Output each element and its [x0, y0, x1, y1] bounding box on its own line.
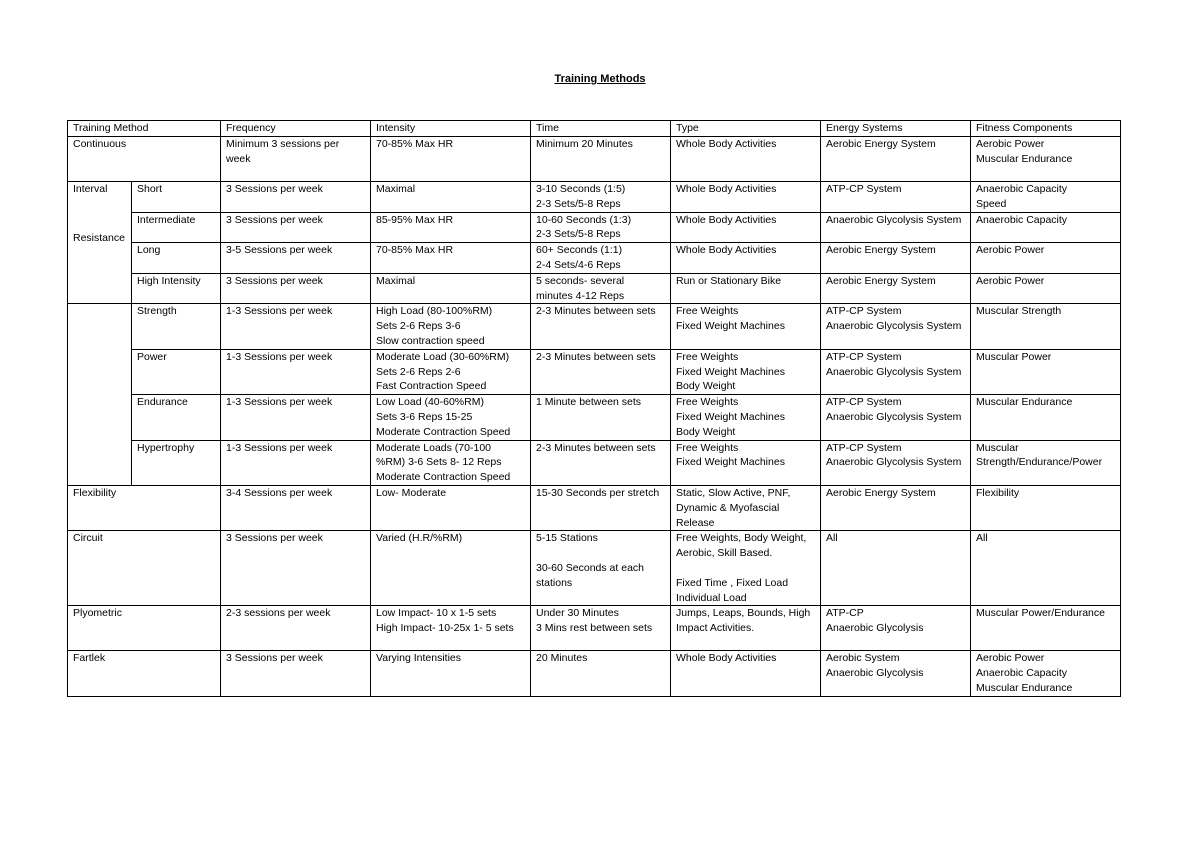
sub-method-cell: Power — [132, 349, 221, 394]
table-row — [68, 212, 1121, 243]
intensity-cell: 85-95% Max HR — [371, 212, 531, 243]
type-cell: Whole Body Activities — [671, 243, 821, 274]
frequency-cell: 1-3 Sessions per week — [221, 395, 371, 440]
time-cell: Minimum 20 Minutes — [531, 137, 671, 182]
frequency-cell: 3 Sessions per week — [221, 273, 371, 304]
energy-cell: ATP-CP System Anaerobic Glycolysis System — [821, 440, 971, 485]
table-row — [68, 243, 1121, 274]
intensity-cell: Low Impact- 10 x 1-5 sets High Impact- 10-25x 1- 5 sets — [371, 606, 531, 651]
fitness-cell: Muscular Power — [971, 349, 1121, 394]
method-cell: Flexibility — [68, 485, 221, 530]
header-row — [68, 121, 1121, 137]
sub-method-cell: Endurance — [132, 395, 221, 440]
type-cell: Whole Body Activities — [671, 651, 821, 696]
frequency-cell: 3 Sessions per week — [221, 182, 371, 213]
time-cell: 5 seconds- several minutes 4-12 Reps — [531, 273, 671, 304]
energy-cell: Aerobic Energy System — [821, 243, 971, 274]
intensity-cell: 70-85% Max HR — [371, 243, 531, 274]
type-cell: Whole Body Activities — [671, 137, 821, 182]
method-cell: Circuit — [68, 531, 221, 606]
fitness-cell: Aerobic Power — [971, 243, 1121, 274]
time-cell: 3-10 Seconds (1:5) 2-3 Sets/5-8 Reps — [531, 182, 671, 213]
type-cell: Free Weights Fixed Weight Machines — [671, 304, 821, 349]
header-energy-systems: Energy Systems — [821, 121, 971, 137]
table-row — [68, 182, 1121, 213]
type-cell: Whole Body Activities — [671, 212, 821, 243]
fitness-cell: Anaerobic Capacity — [971, 212, 1121, 243]
table-row — [68, 606, 1121, 651]
table-row — [68, 273, 1121, 304]
frequency-cell: 1-3 Sessions per week — [221, 349, 371, 394]
time-cell: 5-15 Stations 30-60 Seconds at each stations — [531, 531, 671, 606]
type-cell: Free Weights, Body Weight, Aerobic, Skill Based. Fixed Time , Fixed Load Individual Load — [671, 531, 821, 606]
frequency-cell: 3 Sessions per week — [221, 651, 371, 696]
time-cell: 2-3 Minutes between sets — [531, 440, 671, 485]
energy-cell: All — [821, 531, 971, 606]
time-cell: 15-30 Seconds per stretch — [531, 485, 671, 530]
table-row — [68, 304, 1121, 349]
intensity-cell: Low Load (40-60%RM) Sets 3-6 Reps 15-25 Moderate Contraction Speed — [371, 395, 531, 440]
time-cell: 60+ Seconds (1:1) 2-4 Sets/4-6 Reps — [531, 243, 671, 274]
energy-cell: ATP-CP System Anaerobic Glycolysis System — [821, 395, 971, 440]
frequency-cell: 3 Sessions per week — [221, 531, 371, 606]
sub-method-cell: High Intensity — [132, 273, 221, 304]
sub-method-cell: Hypertrophy — [132, 440, 221, 485]
time-cell: 2-3 Minutes between sets — [531, 304, 671, 349]
sub-method-cell: Strength — [132, 304, 221, 349]
time-cell: 2-3 Minutes between sets — [531, 349, 671, 394]
time-cell: Under 30 Minutes 3 Mins rest between sets — [531, 606, 671, 651]
energy-cell: Aerobic Energy System — [821, 137, 971, 182]
intensity-cell: Low- Moderate — [371, 485, 531, 530]
fitness-cell: Flexibility — [971, 485, 1121, 530]
frequency-cell: 1-3 Sessions per week — [221, 304, 371, 349]
fitness-cell: Aerobic Power Anaerobic Capacity Muscular Endurance — [971, 651, 1121, 696]
energy-cell: Aerobic Energy System — [821, 485, 971, 530]
header-intensity: Intensity — [371, 121, 531, 137]
intensity-cell: Varied (H.R/%RM) — [371, 531, 531, 606]
fitness-cell: Muscular Power/Endurance — [971, 606, 1121, 651]
frequency-cell: 3-4 Sessions per week — [221, 485, 371, 530]
header-type: Type — [671, 121, 821, 137]
method-cell — [68, 232, 132, 486]
intensity-cell: High Load (80-100%RM) Sets 2-6 Reps 3-6 Slow contraction speed — [371, 304, 531, 349]
header-training-method: Training Method — [68, 121, 221, 137]
method-cell: Fartlek — [68, 651, 221, 696]
frequency-cell: Minimum 3 sessions per week — [221, 137, 371, 182]
energy-cell: ATP-CP System — [821, 182, 971, 213]
intensity-cell: Maximal — [371, 182, 531, 213]
table-row — [68, 349, 1121, 394]
frequency-cell: 2-3 sessions per week — [221, 606, 371, 651]
type-cell: Free Weights Fixed Weight Machines — [671, 440, 821, 485]
fitness-cell: Muscular Strength/Endurance/Power — [971, 440, 1121, 485]
fitness-cell: Muscular Strength — [971, 304, 1121, 349]
table-row — [68, 440, 1121, 485]
table-row — [68, 651, 1121, 696]
page-title: Training Methods — [554, 73, 646, 85]
fitness-cell: Aerobic Power Muscular Endurance — [971, 137, 1121, 182]
table-row — [68, 395, 1121, 440]
table-row — [68, 485, 1121, 530]
method-cell: Continuous — [68, 137, 221, 182]
type-cell: Free Weights Fixed Weight Machines Body Weight — [671, 349, 821, 394]
method-cell: Plyometric — [68, 606, 221, 651]
fitness-cell: Aerobic Power — [971, 273, 1121, 304]
header-frequency: Frequency — [221, 121, 371, 137]
fitness-cell: Muscular Endurance — [971, 395, 1121, 440]
sub-method-cell: Intermediate — [132, 212, 221, 243]
intensity-cell: Varying Intensities — [371, 651, 531, 696]
frequency-cell: 3-5 Sessions per week — [221, 243, 371, 274]
energy-cell: ATP-CP Anaerobic Glycolysis — [821, 606, 971, 651]
training-methods-table — [67, 120, 1121, 697]
frequency-cell: 1-3 Sessions per week — [221, 440, 371, 485]
intensity-cell: 70-85% Max HR — [371, 137, 531, 182]
type-cell: Whole Body Activities — [671, 182, 821, 213]
energy-cell: Anaerobic Glycolysis System — [821, 212, 971, 243]
energy-cell: Aerobic System Anaerobic Glycolysis — [821, 651, 971, 696]
energy-cell: Aerobic Energy System — [821, 273, 971, 304]
type-cell: Jumps, Leaps, Bounds, High Impact Activities. — [671, 606, 821, 651]
header-fitness-components: Fitness Components — [971, 121, 1121, 137]
fitness-cell: All — [971, 531, 1121, 606]
table-row — [68, 137, 1121, 182]
sub-method-cell: Short — [132, 182, 221, 213]
energy-cell: ATP-CP System Anaerobic Glycolysis System — [821, 349, 971, 394]
intensity-cell: Moderate Load (30-60%RM) Sets 2-6 Reps 2-6 Fast Contraction Speed — [371, 349, 531, 394]
time-cell: 10-60 Seconds (1:3) 2-3 Sets/5-8 Reps — [531, 212, 671, 243]
fitness-cell: Anaerobic Capacity Speed — [971, 182, 1121, 213]
type-cell: Free Weights Fixed Weight Machines Body Weight — [671, 395, 821, 440]
header-time: Time — [531, 121, 671, 137]
sub-method-cell: Long — [132, 243, 221, 274]
energy-cell: ATP-CP System Anaerobic Glycolysis System — [821, 304, 971, 349]
time-cell: 1 Minute between sets — [531, 395, 671, 440]
time-cell: 20 Minutes — [531, 651, 671, 696]
frequency-cell: 3 Sessions per week — [221, 212, 371, 243]
method-label: Resistance — [73, 232, 125, 245]
table-row — [68, 531, 1121, 606]
intensity-cell: Moderate Loads (70-100 %RM) 3-6 Sets 8- 12 Reps Moderate Contraction Speed — [371, 440, 531, 485]
type-cell: Run or Stationary Bike — [671, 273, 821, 304]
type-cell: Static, Slow Active, PNF, Dynamic & Myofascial Release — [671, 485, 821, 530]
intensity-cell: Maximal — [371, 273, 531, 304]
method-cell: Interval — [68, 182, 132, 304]
